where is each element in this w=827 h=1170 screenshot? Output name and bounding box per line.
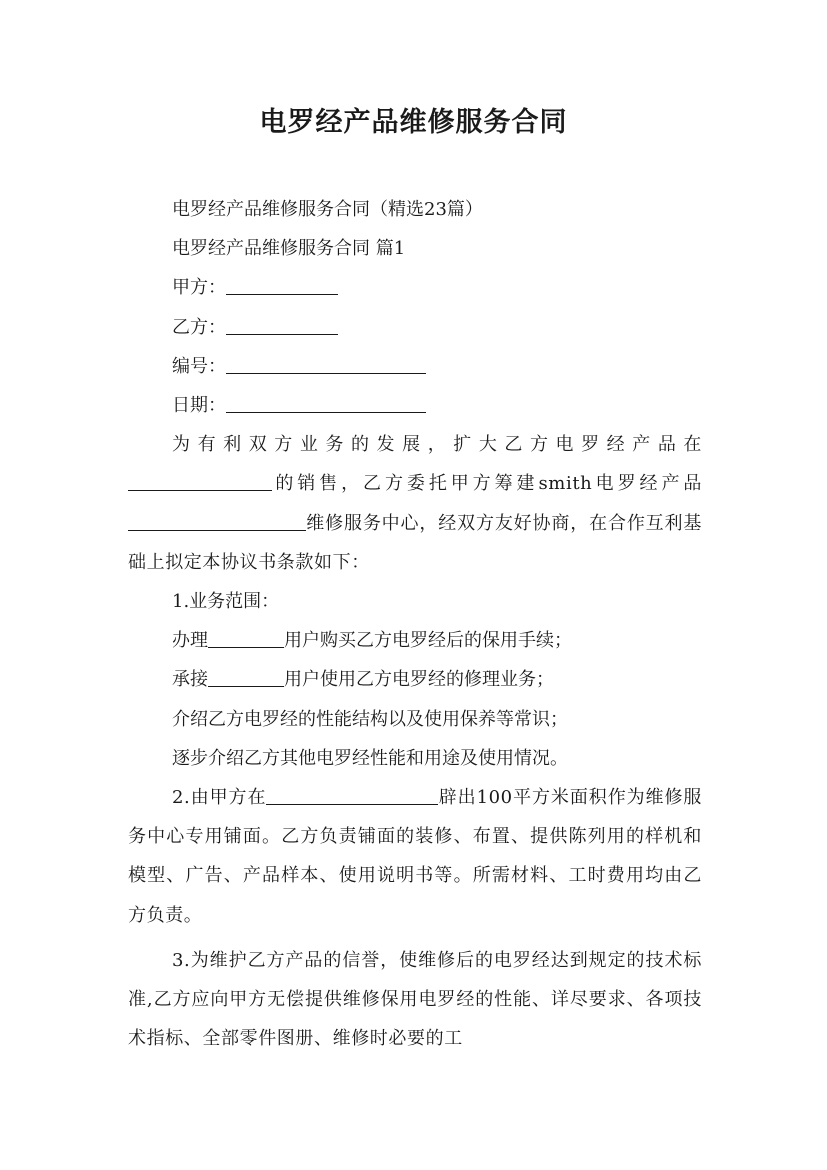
clause-1-heading: 1.业务范围： (172, 591, 280, 613)
clause-1-item-4: 逐步介绍乙方其他电罗经性能和用途及使用情况。 (172, 747, 568, 769)
intro-blank-1 (128, 472, 272, 491)
document-subtitle: 电罗经产品维修服务合同（精选23篇） (172, 199, 483, 220)
intro-blank-2 (128, 512, 306, 531)
clause-1-item-1-pre: 办理 (172, 630, 208, 652)
clause-1-item-2 (128, 660, 702, 699)
party-a-label: 甲方： (172, 277, 226, 299)
intro-text-3: 维修服务中心，经双方友好协商，在合作互利基础上拟定本协议书条款如下： (128, 512, 702, 573)
clause-2-post: 辟出100平方米面积作为维修服务中心专用铺面。乙方负责铺面的装修、布置、提供陈列用的样机和模型、广告、产品样本、使用说明书等。所需材料、工时费用均由乙方负责。 (128, 787, 702, 926)
number-label: 编号： (172, 355, 226, 377)
clause-2-blank (266, 786, 438, 805)
clause-1-item-2-blank (208, 668, 284, 687)
clause-1-item-1-blank (208, 629, 284, 648)
clause-1-item-1 (128, 621, 702, 660)
intro-text-1: 为有利双方业务的发展，扩大乙方电罗经产品在 (172, 434, 702, 456)
number-line (128, 347, 702, 386)
clause-1-item-2-pre: 承接 (172, 669, 208, 691)
party-b-blank (226, 316, 338, 335)
date-label: 日期： (172, 395, 226, 417)
clause-1-item-3: 介绍乙方电罗经的性能结构以及使用保养等常识； (172, 708, 568, 730)
party-a-line (128, 268, 702, 307)
clause-3-paragraph: 3.为维护乙方产品的信誉，使维修后的电罗经达到规定的技术标准,乙方应向甲方无偿提供维修保用电罗经的性能、详尽要求、各项技术指标、全部零件图册、维修时必要的工 (128, 949, 702, 1050)
clause-1-item-1-post: 用户购买乙方电罗经后的保用手续； (284, 630, 572, 652)
document-body (128, 190, 702, 1058)
clause-2-pre: 2.由甲方在 (172, 787, 267, 809)
intro-paragraph (128, 425, 702, 582)
clause-2-paragraph (128, 778, 702, 935)
party-a-blank (226, 276, 338, 295)
section-heading: 电罗经产品维修服务合同 篇1 (172, 238, 406, 260)
date-line (128, 386, 702, 425)
date-blank (226, 394, 426, 413)
document-title: 电罗经产品维修服务合同 (259, 107, 568, 138)
clause-1-item-2-post: 用户使用乙方电罗经的修理业务； (284, 669, 554, 691)
party-b-label: 乙方： (172, 316, 226, 338)
number-blank (226, 355, 426, 374)
intro-text-2: 的销售，乙方委托甲方筹建smith电罗经产品 (272, 473, 702, 495)
party-b-line (128, 308, 702, 347)
